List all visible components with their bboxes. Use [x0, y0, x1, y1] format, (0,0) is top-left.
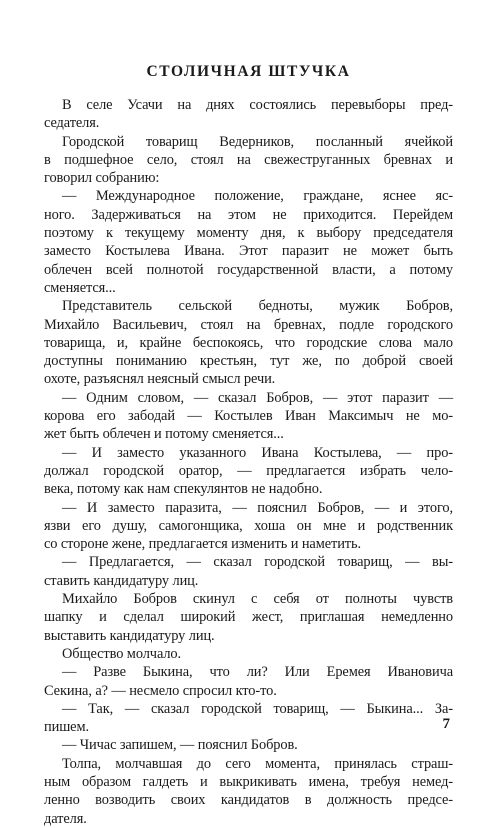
text-line: В селе Усачи на днях состоялись перевыборы пред-: [62, 97, 453, 113]
text-line: корова его забодай — Костылев Иван Максимыч не мо-: [44, 408, 453, 425]
text-line: сменяется...: [44, 279, 116, 296]
text-line: облечен всей полнотой государственной власти, а потому: [44, 261, 453, 278]
text-line: ленно возводить своих кандидатов в должность предсе-: [44, 792, 453, 809]
text-line: дателя.: [44, 810, 87, 827]
text-line: доступны пониманию крестьян, тут же, по доброй своей: [44, 353, 453, 370]
text-line: жет быть облечен и потому сменяется...: [44, 426, 284, 443]
text-line: в подшефное село, стоял на свежеструганных бревнах и: [44, 151, 453, 168]
text-line: Михайло Бобров скинул с себя от полноты чувств: [62, 591, 453, 608]
text-line: пишем.: [44, 719, 89, 736]
body-text: [44, 96, 453, 828]
text-line: — И заместо паразита, — пояснил Бобров, — и этого,: [62, 499, 453, 516]
text-line: — Так, — сказал городской товарищ, — Быкина... За-: [62, 700, 453, 717]
text-line: — Разве Быкина, что ли? Или Еремея Ивановича: [62, 664, 453, 681]
text-line: Секина, а? — несмело спросил кто-то.: [44, 682, 277, 699]
text-line: шапку и сделал широкий жест, приглашая немедленно: [44, 609, 453, 626]
text-line: Городской товарищ Ведерников, посланный ячейкой: [62, 133, 453, 150]
text-line: ного. Задерживаться на этом не приходится. Перейдем: [44, 206, 453, 223]
text-line: охоте, разъяснял неясный смысл речи.: [44, 371, 276, 388]
text-line: товарища, и, крайне беспокоясь, что городские слова мало: [44, 334, 453, 351]
page-title: СТОЛИЧНАЯ ШТУЧКА: [146, 63, 351, 80]
text-line: Представитель сельской бедноты, мужик Бобров,: [62, 298, 453, 315]
text-line: седателя.: [44, 115, 100, 132]
text-line: — И заместо указанного Ивана Костылева, — про-: [62, 444, 453, 461]
text-line: — Предлагается, — сказал городской товарищ, — вы-: [62, 554, 453, 571]
text-line: ставить кандидатуру лиц.: [44, 572, 199, 589]
text-line: Общество молчало.: [62, 645, 182, 662]
text-line: должал городской оратор, — предлагается избрать чело-: [44, 462, 453, 479]
text-line: заместо Костылева Ивана. Этот паразит не может быть: [44, 243, 453, 260]
text-line: — Чичас запишем, — пояснил Бобров.: [62, 737, 298, 754]
text-line: поэтому к текущему моменту дня, к выбору председателя: [44, 225, 453, 242]
text-line: говорил собранию:: [44, 170, 160, 187]
text-line: ным образом галдеть и выкрикивать имена, требуя немед-: [44, 773, 453, 790]
text-line: со стороне жене, предлагается изменить и наметить.: [44, 536, 361, 553]
text-line: — Одним словом, — сказал Бобров, — этот паразит —: [62, 389, 453, 406]
text-line: века, потому как нам спекулянтов не надобно.: [44, 481, 323, 498]
text-line: — Международное положение, граждане, яснее яс-: [62, 188, 453, 205]
text-line: Михайло Васильевич, стоял на бревнах, подле городского: [44, 316, 453, 333]
text-line: выставить кандидатуру лиц.: [44, 627, 215, 644]
text-line: язви его душу, самогонщика, хоша он мне и родственник: [44, 517, 453, 534]
page-number: 7: [442, 716, 450, 732]
text-line: Толпа, молчавшая до сего момента, принялась страш-: [62, 755, 453, 772]
